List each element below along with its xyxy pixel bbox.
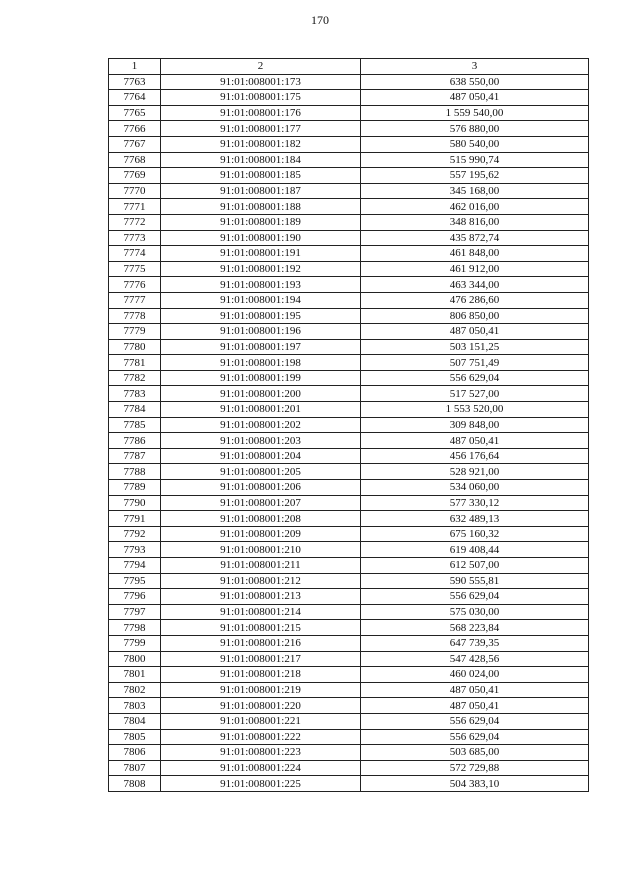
cadastral-number-cell: 91:01:008001:201 xyxy=(161,402,361,418)
table-row xyxy=(109,308,589,324)
value-cell: 556 629,04 xyxy=(361,713,589,729)
table-row xyxy=(109,261,589,277)
cadastral-number-cell: 91:01:008001:173 xyxy=(161,74,361,90)
cadastral-number-cell: 91:01:008001:207 xyxy=(161,495,361,511)
row-number-cell: 7799 xyxy=(109,635,161,651)
table-row xyxy=(109,121,589,137)
row-number-cell: 7790 xyxy=(109,495,161,511)
row-number-cell: 7796 xyxy=(109,589,161,605)
table-row xyxy=(109,745,589,761)
row-number-cell: 7773 xyxy=(109,230,161,246)
data-table xyxy=(108,58,589,792)
cadastral-number-cell: 91:01:008001:224 xyxy=(161,760,361,776)
value-cell: 461 848,00 xyxy=(361,246,589,262)
row-number-cell: 7779 xyxy=(109,324,161,340)
value-cell: 577 330,12 xyxy=(361,495,589,511)
cadastral-number-cell: 91:01:008001:216 xyxy=(161,635,361,651)
row-number-cell: 7804 xyxy=(109,713,161,729)
cadastral-number-cell: 91:01:008001:213 xyxy=(161,589,361,605)
row-number-cell: 7775 xyxy=(109,261,161,277)
cadastral-number-cell: 91:01:008001:211 xyxy=(161,558,361,574)
table-row xyxy=(109,246,589,262)
cadastral-number-cell: 91:01:008001:208 xyxy=(161,511,361,527)
row-number-cell: 7781 xyxy=(109,355,161,371)
value-cell: 503 151,25 xyxy=(361,339,589,355)
table-header-row xyxy=(109,59,589,75)
cadastral-number-cell: 91:01:008001:176 xyxy=(161,105,361,121)
table-body xyxy=(109,74,589,791)
row-number-cell: 7802 xyxy=(109,682,161,698)
column-header-1: 1 xyxy=(109,59,161,75)
row-number-cell: 7785 xyxy=(109,417,161,433)
row-number-cell: 7807 xyxy=(109,760,161,776)
row-number-cell: 7766 xyxy=(109,121,161,137)
value-cell: 632 489,13 xyxy=(361,511,589,527)
row-number-cell: 7765 xyxy=(109,105,161,121)
row-number-cell: 7772 xyxy=(109,214,161,230)
table-row xyxy=(109,713,589,729)
cadastral-number-cell: 91:01:008001:182 xyxy=(161,136,361,152)
value-cell: 460 024,00 xyxy=(361,667,589,683)
row-number-cell: 7771 xyxy=(109,199,161,215)
cadastral-number-cell: 91:01:008001:218 xyxy=(161,667,361,683)
table-row xyxy=(109,199,589,215)
value-cell: 576 880,00 xyxy=(361,121,589,137)
cadastral-number-cell: 91:01:008001:193 xyxy=(161,277,361,293)
table-row xyxy=(109,573,589,589)
cadastral-number-cell: 91:01:008001:192 xyxy=(161,261,361,277)
cadastral-number-cell: 91:01:008001:184 xyxy=(161,152,361,168)
value-cell: 568 223,84 xyxy=(361,620,589,636)
cadastral-number-cell: 91:01:008001:205 xyxy=(161,464,361,480)
value-cell: 476 286,60 xyxy=(361,292,589,308)
table-row xyxy=(109,448,589,464)
value-cell: 612 507,00 xyxy=(361,558,589,574)
table-row xyxy=(109,183,589,199)
table-row xyxy=(109,760,589,776)
value-cell: 461 912,00 xyxy=(361,261,589,277)
cadastral-number-cell: 91:01:008001:189 xyxy=(161,214,361,230)
value-cell: 462 016,00 xyxy=(361,199,589,215)
table-row xyxy=(109,542,589,558)
value-cell: 675 160,32 xyxy=(361,526,589,542)
cadastral-number-cell: 91:01:008001:190 xyxy=(161,230,361,246)
row-number-cell: 7793 xyxy=(109,542,161,558)
table-row xyxy=(109,776,589,792)
row-number-cell: 7783 xyxy=(109,386,161,402)
cadastral-number-cell: 91:01:008001:204 xyxy=(161,448,361,464)
table-row xyxy=(109,339,589,355)
cadastral-number-cell: 91:01:008001:212 xyxy=(161,573,361,589)
table-row xyxy=(109,635,589,651)
value-cell: 638 550,00 xyxy=(361,74,589,90)
value-cell: 534 060,00 xyxy=(361,480,589,496)
row-number-cell: 7784 xyxy=(109,402,161,418)
table-row xyxy=(109,417,589,433)
cadastral-number-cell: 91:01:008001:199 xyxy=(161,370,361,386)
row-number-cell: 7768 xyxy=(109,152,161,168)
cadastral-number-cell: 91:01:008001:197 xyxy=(161,339,361,355)
row-number-cell: 7797 xyxy=(109,604,161,620)
value-cell: 309 848,00 xyxy=(361,417,589,433)
cadastral-number-cell: 91:01:008001:196 xyxy=(161,324,361,340)
value-cell: 575 030,00 xyxy=(361,604,589,620)
table-row xyxy=(109,355,589,371)
table-row xyxy=(109,370,589,386)
row-number-cell: 7806 xyxy=(109,745,161,761)
table-row xyxy=(109,729,589,745)
table-row xyxy=(109,495,589,511)
value-cell: 504 383,10 xyxy=(361,776,589,792)
value-cell: 619 408,44 xyxy=(361,542,589,558)
row-number-cell: 7764 xyxy=(109,90,161,106)
cadastral-number-cell: 91:01:008001:175 xyxy=(161,90,361,106)
row-number-cell: 7795 xyxy=(109,573,161,589)
table-row xyxy=(109,651,589,667)
row-number-cell: 7789 xyxy=(109,480,161,496)
table-row xyxy=(109,620,589,636)
row-number-cell: 7782 xyxy=(109,370,161,386)
table-row xyxy=(109,604,589,620)
row-number-cell: 7803 xyxy=(109,698,161,714)
table-row xyxy=(109,386,589,402)
row-number-cell: 7808 xyxy=(109,776,161,792)
row-number-cell: 7769 xyxy=(109,168,161,184)
value-cell: 507 751,49 xyxy=(361,355,589,371)
row-number-cell: 7788 xyxy=(109,464,161,480)
table-row xyxy=(109,214,589,230)
row-number-cell: 7778 xyxy=(109,308,161,324)
row-number-cell: 7776 xyxy=(109,277,161,293)
table-row xyxy=(109,464,589,480)
value-cell: 348 816,00 xyxy=(361,214,589,230)
cadastral-number-cell: 91:01:008001:194 xyxy=(161,292,361,308)
table-row xyxy=(109,558,589,574)
value-cell: 345 168,00 xyxy=(361,183,589,199)
cadastral-number-cell: 91:01:008001:191 xyxy=(161,246,361,262)
value-cell: 487 050,41 xyxy=(361,324,589,340)
value-cell: 487 050,41 xyxy=(361,433,589,449)
value-cell: 503 685,00 xyxy=(361,745,589,761)
row-number-cell: 7792 xyxy=(109,526,161,542)
cadastral-number-cell: 91:01:008001:219 xyxy=(161,682,361,698)
value-cell: 557 195,62 xyxy=(361,168,589,184)
table-row xyxy=(109,136,589,152)
row-number-cell: 7786 xyxy=(109,433,161,449)
cadastral-number-cell: 91:01:008001:222 xyxy=(161,729,361,745)
table-row xyxy=(109,667,589,683)
table-row xyxy=(109,324,589,340)
table-row xyxy=(109,698,589,714)
cadastral-number-cell: 91:01:008001:202 xyxy=(161,417,361,433)
cadastral-number-cell: 91:01:008001:223 xyxy=(161,745,361,761)
value-cell: 487 050,41 xyxy=(361,682,589,698)
row-number-cell: 7801 xyxy=(109,667,161,683)
row-number-cell: 7798 xyxy=(109,620,161,636)
row-number-cell: 7794 xyxy=(109,558,161,574)
cadastral-number-cell: 91:01:008001:214 xyxy=(161,604,361,620)
value-cell: 556 629,04 xyxy=(361,370,589,386)
column-header-3: 3 xyxy=(361,59,589,75)
value-cell: 487 050,41 xyxy=(361,90,589,106)
table-row xyxy=(109,511,589,527)
cadastral-number-cell: 91:01:008001:221 xyxy=(161,713,361,729)
value-cell: 528 921,00 xyxy=(361,464,589,480)
cadastral-number-cell: 91:01:008001:187 xyxy=(161,183,361,199)
row-number-cell: 7763 xyxy=(109,74,161,90)
value-cell: 556 629,04 xyxy=(361,589,589,605)
value-cell: 556 629,04 xyxy=(361,729,589,745)
table-row xyxy=(109,152,589,168)
value-cell: 572 729,88 xyxy=(361,760,589,776)
table-row xyxy=(109,292,589,308)
value-cell: 487 050,41 xyxy=(361,698,589,714)
row-number-cell: 7800 xyxy=(109,651,161,667)
cadastral-number-cell: 91:01:008001:225 xyxy=(161,776,361,792)
value-cell: 580 540,00 xyxy=(361,136,589,152)
column-header-2: 2 xyxy=(161,59,361,75)
table-row xyxy=(109,168,589,184)
row-number-cell: 7787 xyxy=(109,448,161,464)
table-row xyxy=(109,682,589,698)
table-row xyxy=(109,105,589,121)
cadastral-number-cell: 91:01:008001:177 xyxy=(161,121,361,137)
value-cell: 547 428,56 xyxy=(361,651,589,667)
table-row xyxy=(109,277,589,293)
row-number-cell: 7805 xyxy=(109,729,161,745)
row-number-cell: 7767 xyxy=(109,136,161,152)
cadastral-number-cell: 91:01:008001:215 xyxy=(161,620,361,636)
value-cell: 1 553 520,00 xyxy=(361,402,589,418)
cadastral-number-cell: 91:01:008001:198 xyxy=(161,355,361,371)
cadastral-number-cell: 91:01:008001:206 xyxy=(161,480,361,496)
table-row xyxy=(109,480,589,496)
value-cell: 435 872,74 xyxy=(361,230,589,246)
value-cell: 647 739,35 xyxy=(361,635,589,651)
value-cell: 806 850,00 xyxy=(361,308,589,324)
table-row xyxy=(109,90,589,106)
cadastral-number-cell: 91:01:008001:200 xyxy=(161,386,361,402)
value-cell: 515 990,74 xyxy=(361,152,589,168)
cadastral-number-cell: 91:01:008001:188 xyxy=(161,199,361,215)
cadastral-number-cell: 91:01:008001:210 xyxy=(161,542,361,558)
table-row xyxy=(109,589,589,605)
cadastral-number-cell: 91:01:008001:185 xyxy=(161,168,361,184)
value-cell: 1 559 540,00 xyxy=(361,105,589,121)
table-row xyxy=(109,402,589,418)
cadastral-number-cell: 91:01:008001:217 xyxy=(161,651,361,667)
value-cell: 590 555,81 xyxy=(361,573,589,589)
value-cell: 463 344,00 xyxy=(361,277,589,293)
row-number-cell: 7777 xyxy=(109,292,161,308)
cadastral-number-cell: 91:01:008001:209 xyxy=(161,526,361,542)
row-number-cell: 7780 xyxy=(109,339,161,355)
value-cell: 517 527,00 xyxy=(361,386,589,402)
cadastral-number-cell: 91:01:008001:203 xyxy=(161,433,361,449)
table-row xyxy=(109,74,589,90)
row-number-cell: 7774 xyxy=(109,246,161,262)
page-number: 170 xyxy=(311,13,329,27)
cadastral-number-cell: 91:01:008001:195 xyxy=(161,308,361,324)
table-row xyxy=(109,433,589,449)
row-number-cell: 7791 xyxy=(109,511,161,527)
cadastral-number-cell: 91:01:008001:220 xyxy=(161,698,361,714)
table-row xyxy=(109,230,589,246)
table-row xyxy=(109,526,589,542)
row-number-cell: 7770 xyxy=(109,183,161,199)
value-cell: 456 176,64 xyxy=(361,448,589,464)
